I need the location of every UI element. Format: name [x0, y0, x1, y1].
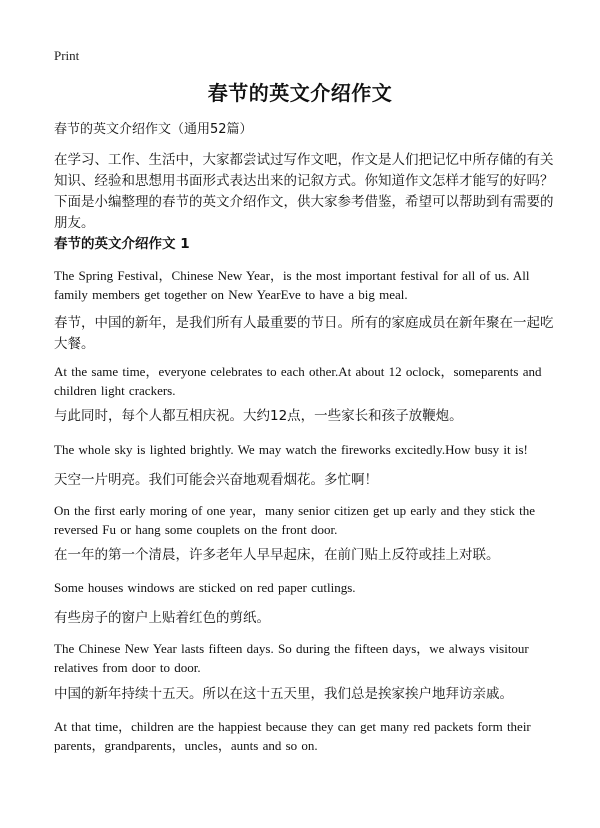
chinese-paragraph: 中国的新年持续十五天。所以在这十五天里，我们总是挨家挨户地拜访亲戚。 [54, 686, 513, 702]
english-paragraph: Some houses windows are sticked on red paper cutlings. [54, 580, 356, 595]
english-paragraph: The Spring Festival，Chinese New Year，is the most important festival for all of us. All family members get together on New YearEve to have a big meal. [54, 268, 530, 302]
chinese-paragraph: 有些房子的窗户上贴着红色的剪纸。 [54, 610, 270, 626]
print-link[interactable]: Print [54, 48, 80, 63]
section-heading: 春节的英文介绍作文 1 [54, 236, 190, 252]
english-paragraph: At that time，children are the happiest because they can get many red packets form their parents，grandparents，uncles，aunts and so on. [54, 719, 531, 753]
document-subtitle: 春节的英文介绍作文（通用52篇） [54, 122, 253, 137]
english-paragraph: The Chinese New Year lasts fifteen days. So during the fifteen days，we always visitour relatives from door to door. [54, 641, 529, 675]
chinese-paragraph: 天空一片明亮。我们可能会兴奋地观看烟花。多忙啊！ [54, 472, 378, 488]
chinese-paragraph: 与此同时，每个人都互相庆祝。大约12点，一些家长和孩子放鞭炮。 [54, 408, 463, 424]
intro-paragraph: 在学习、工作、生活中，大家都尝试过写作文吧，作文是人们把记忆中所存储的有关知识、经验和思想用书面形式表达出来的记叙方式。你知道作文怎样才能写的好吗？下面是小编整理的春节的英文介绍作文，供大家参考借鉴，希望可以帮助到有需要的朋友。 [54, 152, 554, 231]
english-paragraph: The whole sky is lighted brightly. We may watch the fireworks excitedly.How busy it is! [54, 442, 528, 457]
chinese-paragraph: 在一年的第一个清晨，许多老年人早早起床，在前门贴上反符或挂上对联。 [54, 547, 500, 563]
english-paragraph: On the first early moring of one year，many senior citizen get up early and they stick the reversed Fu or hang some couplets on the front door. [54, 503, 535, 537]
english-paragraph: At the same time，everyone celebrates to each other.At about 12 oclock，someparents and children light crackers. [54, 364, 542, 398]
chinese-paragraph: 春节，中国的新年，是我们所有人最重要的节日。所有的家庭成员在新年聚在一起吃大餐。 [54, 315, 554, 352]
page-title: 春节的英文介绍作文 [207, 81, 393, 105]
